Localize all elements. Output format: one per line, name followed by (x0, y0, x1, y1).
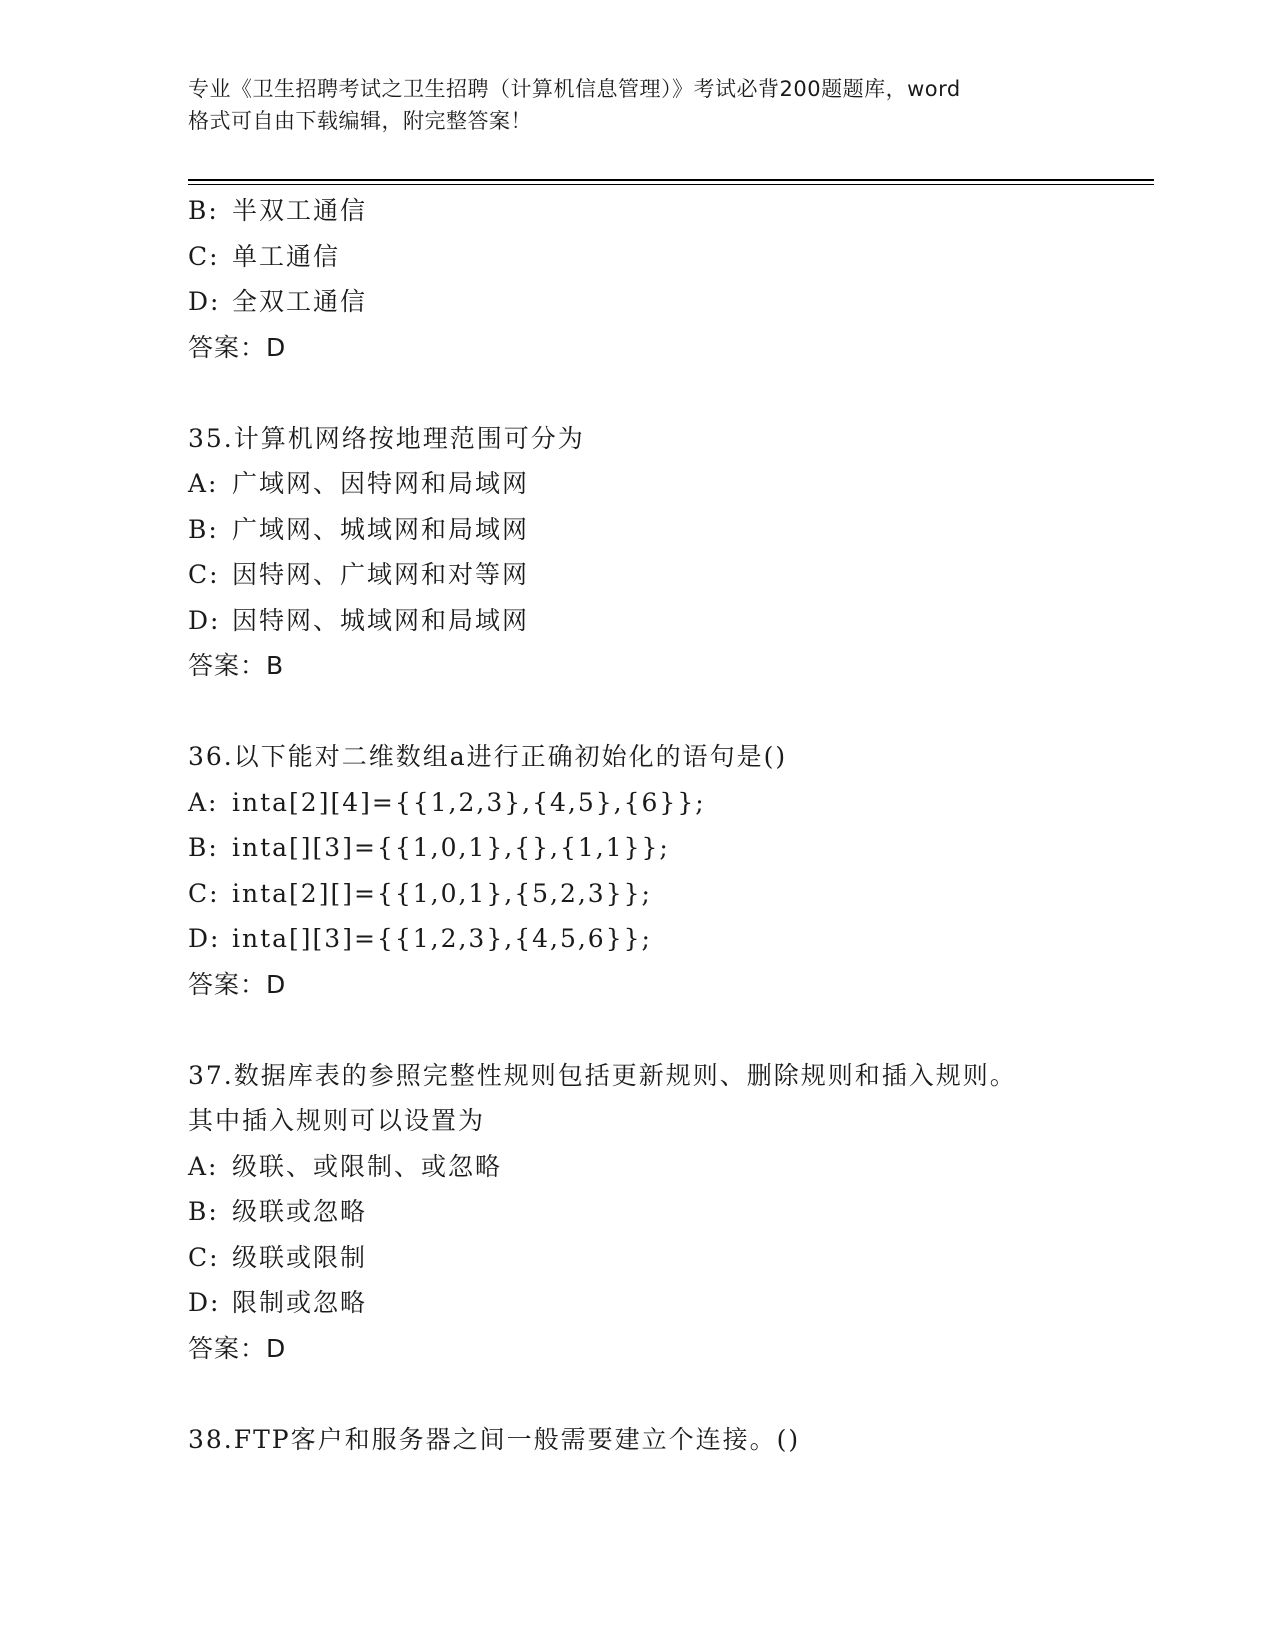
question-list (188, 188, 1148, 1462)
question-37 (188, 1053, 1148, 1372)
answer-line: 答案：D (188, 1333, 287, 1363)
option-d: D: 因特网、城域网和局域网 (188, 605, 530, 635)
option-c: C: 单工通信 (188, 241, 341, 271)
question-text-line-1: 37.数据库表的参照完整性规则包括更新规则、删除规则和插入规则。 (188, 1060, 1017, 1090)
option-a: A: inta[2][4]={{1,2,3},{4,5},{6}}; (188, 787, 706, 817)
header-line-1: 专业《卫生招聘考试之卫生招聘（计算机信息管理）》考试必背200题题库，word (188, 77, 961, 101)
answer-line: 答案：B (188, 651, 285, 680)
header-rule-thin (188, 184, 1154, 185)
question-text: 35.计算机网络按地理范围可分为 (188, 423, 585, 453)
option-d: D: inta[][3]={{1,2,3},{4,5,6}}; (188, 924, 652, 953)
option-b: B: 广域网、城域网和局域网 (188, 514, 530, 544)
option-b: B: inta[][3]={{1,0,1},{},{1,1}}; (188, 833, 670, 862)
question-34-tail (188, 188, 1148, 370)
question-38 (188, 1417, 1148, 1463)
header-rule-thick (188, 179, 1154, 181)
question-text: 38.FTP客户和服务器之间一般需要建立个连接。() (188, 1424, 801, 1454)
option-b: B: 半双工通信 (188, 196, 368, 225)
answer-line: 答案：D (188, 332, 287, 362)
question-text: 36.以下能对二维数组a进行正确初始化的语句是() (188, 742, 788, 771)
option-a: A: 级联、或限制、或忽略 (188, 1151, 503, 1181)
option-c: C: 因特网、广域网和对等网 (188, 560, 530, 589)
option-c: C: 级联或限制 (188, 1242, 368, 1272)
option-b: B: 级联或忽略 (188, 1197, 368, 1226)
option-d: D: 限制或忽略 (188, 1288, 368, 1317)
document-header (188, 73, 1088, 137)
header-line-2: 格式可自由下载编辑，附完整答案！ (188, 109, 532, 133)
option-d: D: 全双工通信 (188, 287, 368, 316)
option-a: A: 广域网、因特网和局域网 (188, 469, 530, 498)
option-c: C: inta[2][]={{1,0,1},{5,2,3}}; (188, 878, 652, 908)
question-36 (188, 734, 1148, 1007)
answer-line: 答案：D (188, 969, 287, 999)
question-text-line-2: 其中插入规则可以设置为 (188, 1106, 486, 1135)
question-35 (188, 416, 1148, 689)
